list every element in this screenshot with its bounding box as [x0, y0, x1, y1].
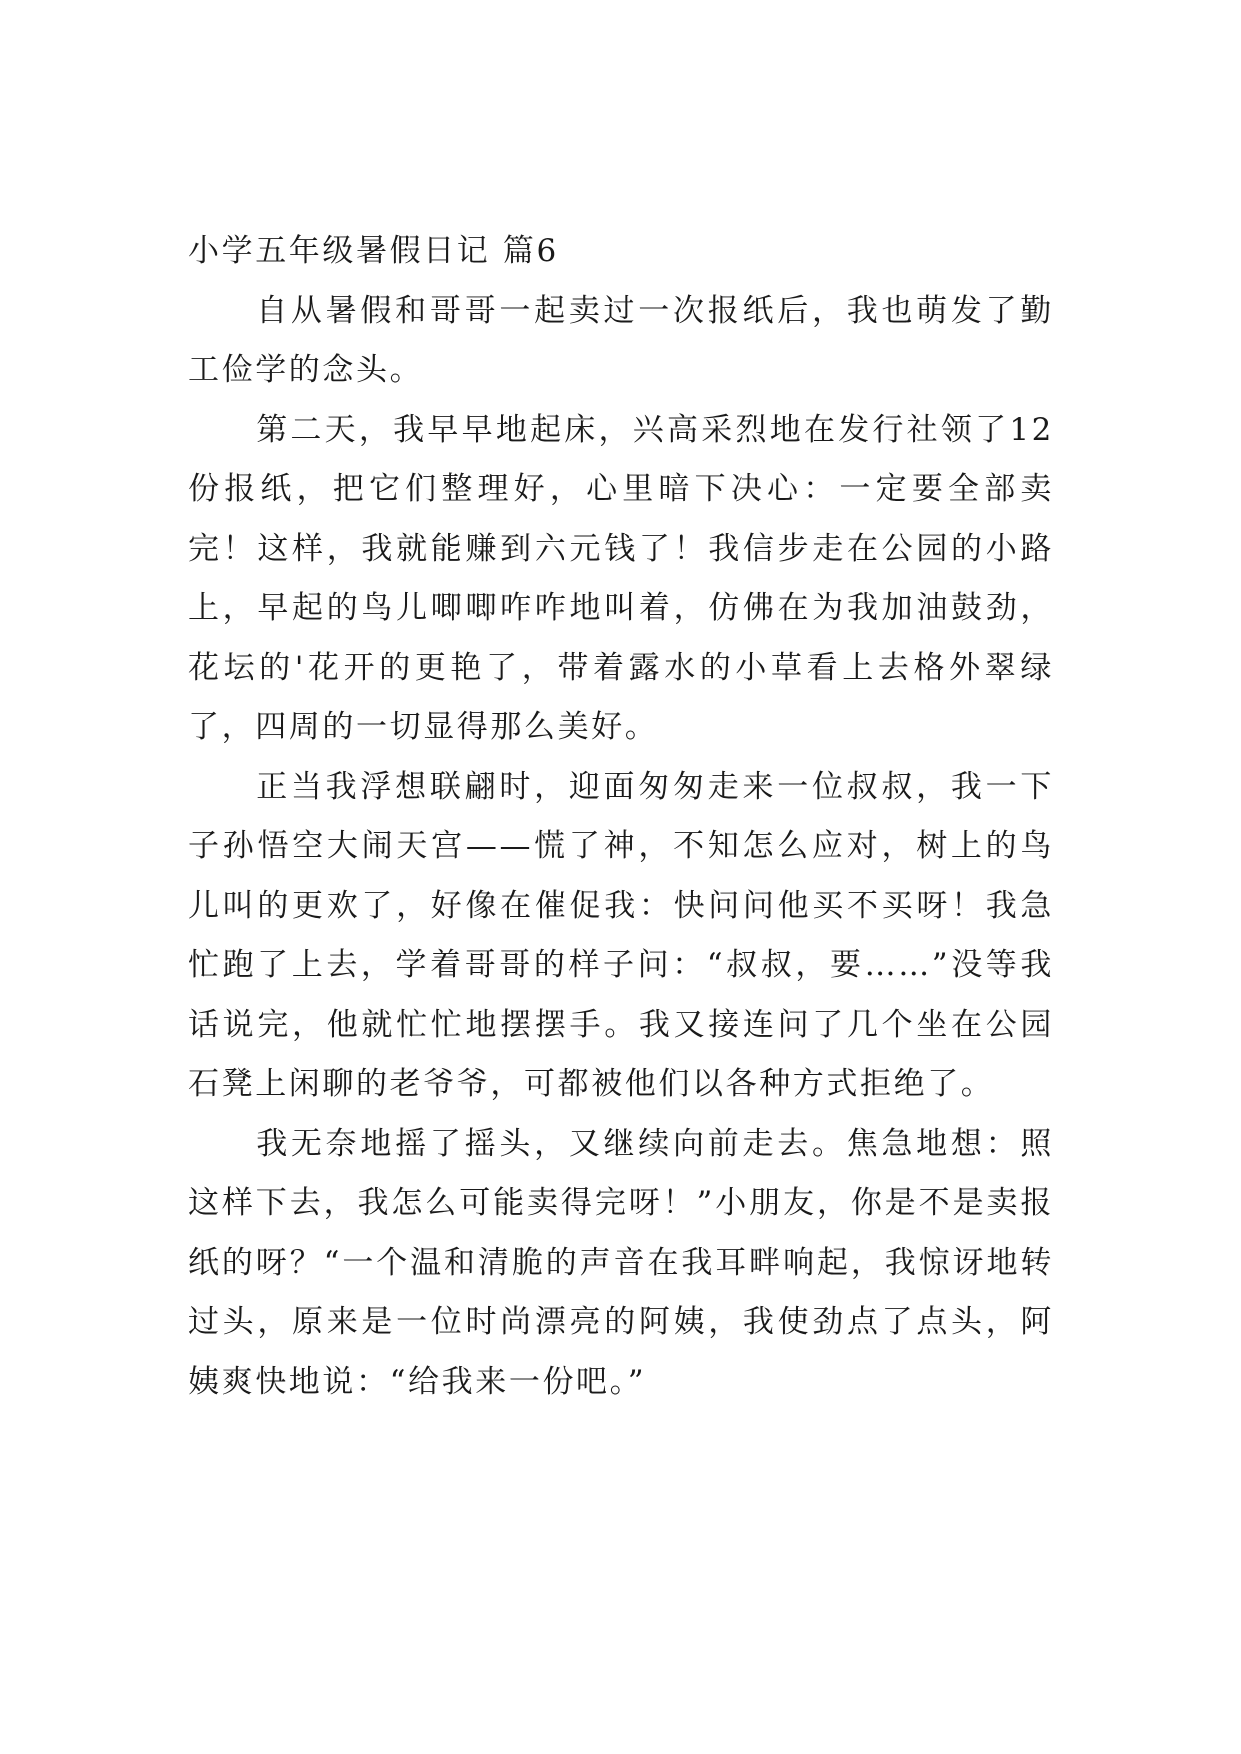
- paragraph-3: 正当我浮想联翩时，迎面匆匆走来一位叔叔，我一下子孙悟空大闹天宫——慌了神，不知怎么应对，树上的鸟儿叫的更欢了，好像在催促我：快问问他买不买呀！我急忙跑了上去，学着哥哥的样子问：“叔叔，要……”没等我话说完，他就忙忙地摆摆手。我又接连问了几个坐在公园石凳上闲聊的老爷爷，可都被他们以各种方式拒绝了。: [188, 768, 1054, 1102]
- paragraph-2: 第二天，我早早地起床，兴高采烈地在发行社领了12份报纸，把它们整理好，心里暗下决心：一定要全部卖完！这样，我就能赚到六元钱了！我信步走在公园的小路上，早起的鸟儿唧唧咋咋地叫着，仿佛在为我加油鼓劲，花坛的'花开的更艳了，带着露水的小草看上去格外翠绿了，四周的一切显得那么美好。: [188, 411, 1054, 745]
- paragraph-1: 自从暑假和哥哥一起卖过一次报纸后，我也萌发了勤工俭学的念头。: [188, 292, 1054, 388]
- document-body: [188, 222, 1054, 1412]
- document-title: 小学五年级暑假日记 篇6: [188, 233, 559, 269]
- paragraph-4: 我无奈地摇了摇头，又继续向前走去。焦急地想：照这样下去，我怎么可能卖得完呀！”小朋友，你是不是卖报纸的呀？“一个温和清脆的声音在我耳畔响起，我惊讶地转过头，原来是一位时尚漂亮的阿姨，我使劲点了点头，阿姨爽快地说：“给我来一份吧。”: [188, 1125, 1054, 1400]
